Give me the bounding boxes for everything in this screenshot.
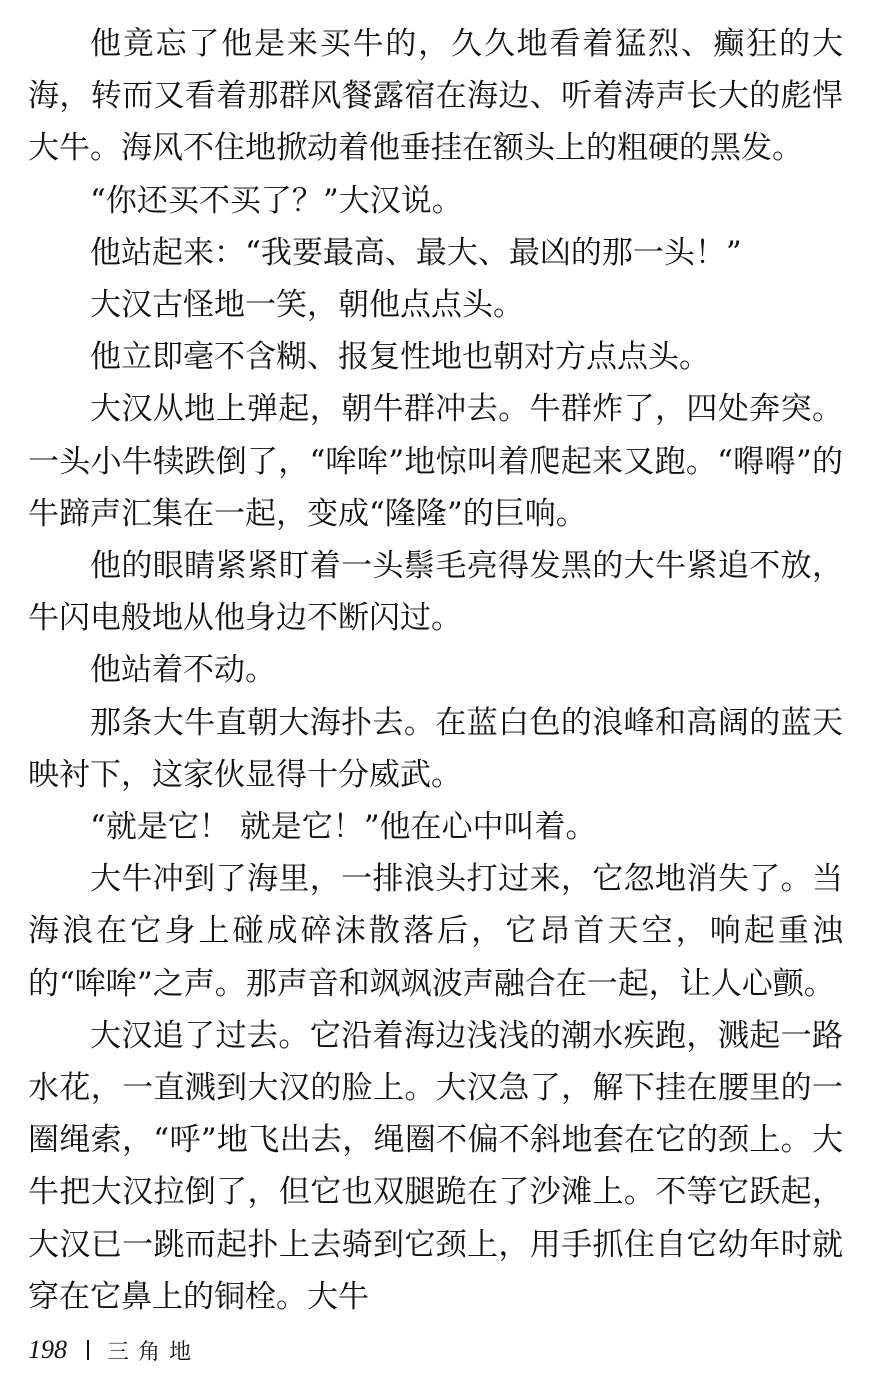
paragraph-10: “就是它！ 就是它！”他在心中叫着。	[90, 809, 597, 846]
footer-divider	[87, 1340, 89, 1360]
paragraph-4: 大汉古怪地一笑，朝他点点头。	[90, 287, 524, 324]
paragraph-9: 那条大牛直朝大海扑去。在蓝白色的浪峰和高阔的蓝天映衬下，这家伙显得十分威武。	[28, 704, 843, 793]
paragraph-7: 他的眼睛紧紧盯着一头鬃毛亮得发黑的大牛紧追不放，牛闪电般地从他身边不断闪过。	[28, 548, 843, 637]
paragraph-1: 他竟忘了他是来买牛的，久久地看着猛烈、癫狂的大海，转而又看着那群风餐露宿在海边、听着涛声长大的彪悍大牛。海风不住地掀动着他垂挂在额头上的粗硬的黑发。	[28, 26, 843, 167]
paragraph-5: 他立即毫不含糊、报复性地也朝对方点点头。	[90, 339, 710, 376]
paragraph-6: 大汉从地上弹起，朝牛群冲去。牛群炸了，四处奔突。一头小牛犊跌倒了，“哞哞”地惊叫着爬起来又跑。“嘚嘚”的牛蹄声汇集在一起，变成“隆隆”的巨响。	[28, 391, 843, 532]
page-footer	[28, 1332, 200, 1368]
paragraph-2: “你还买不买了？”大汉说。	[90, 182, 463, 219]
paragraph-3: 他站起来：“我要最高、最大、最凶的那一头！”	[90, 234, 742, 271]
page-body	[28, 18, 843, 1323]
paragraph-8: 他站着不动。	[90, 652, 276, 689]
paragraph-12: 大汉追了过去。它沿着海边浅浅的潮水疾跑，溅起一路水花，一直溅到大汉的脸上。大汉急了，解下挂在腰里的一圈绳索，“呼”地飞出去，绳圈不偏不斜地套在它的颈上。大牛把大汉拉倒了，但它也双腿跪在了沙滩上。不等它跃起，大汉已一跳而起扑上去骑到它颈上，用手抓住自它幼年时就穿在它鼻上的铜栓。大牛	[28, 1017, 843, 1315]
book-title: 三角地	[107, 1339, 201, 1365]
page-number: 198	[28, 1335, 67, 1364]
paragraph-11: 大牛冲到了海里，一排浪头打过来，它忽地消失了。当海浪在它身上碰成碎沫散落后，它昂首天空，响起重浊的“哞哞”之声。那声音和飒飒波声融合在一起，让人心颤。	[28, 861, 843, 1002]
